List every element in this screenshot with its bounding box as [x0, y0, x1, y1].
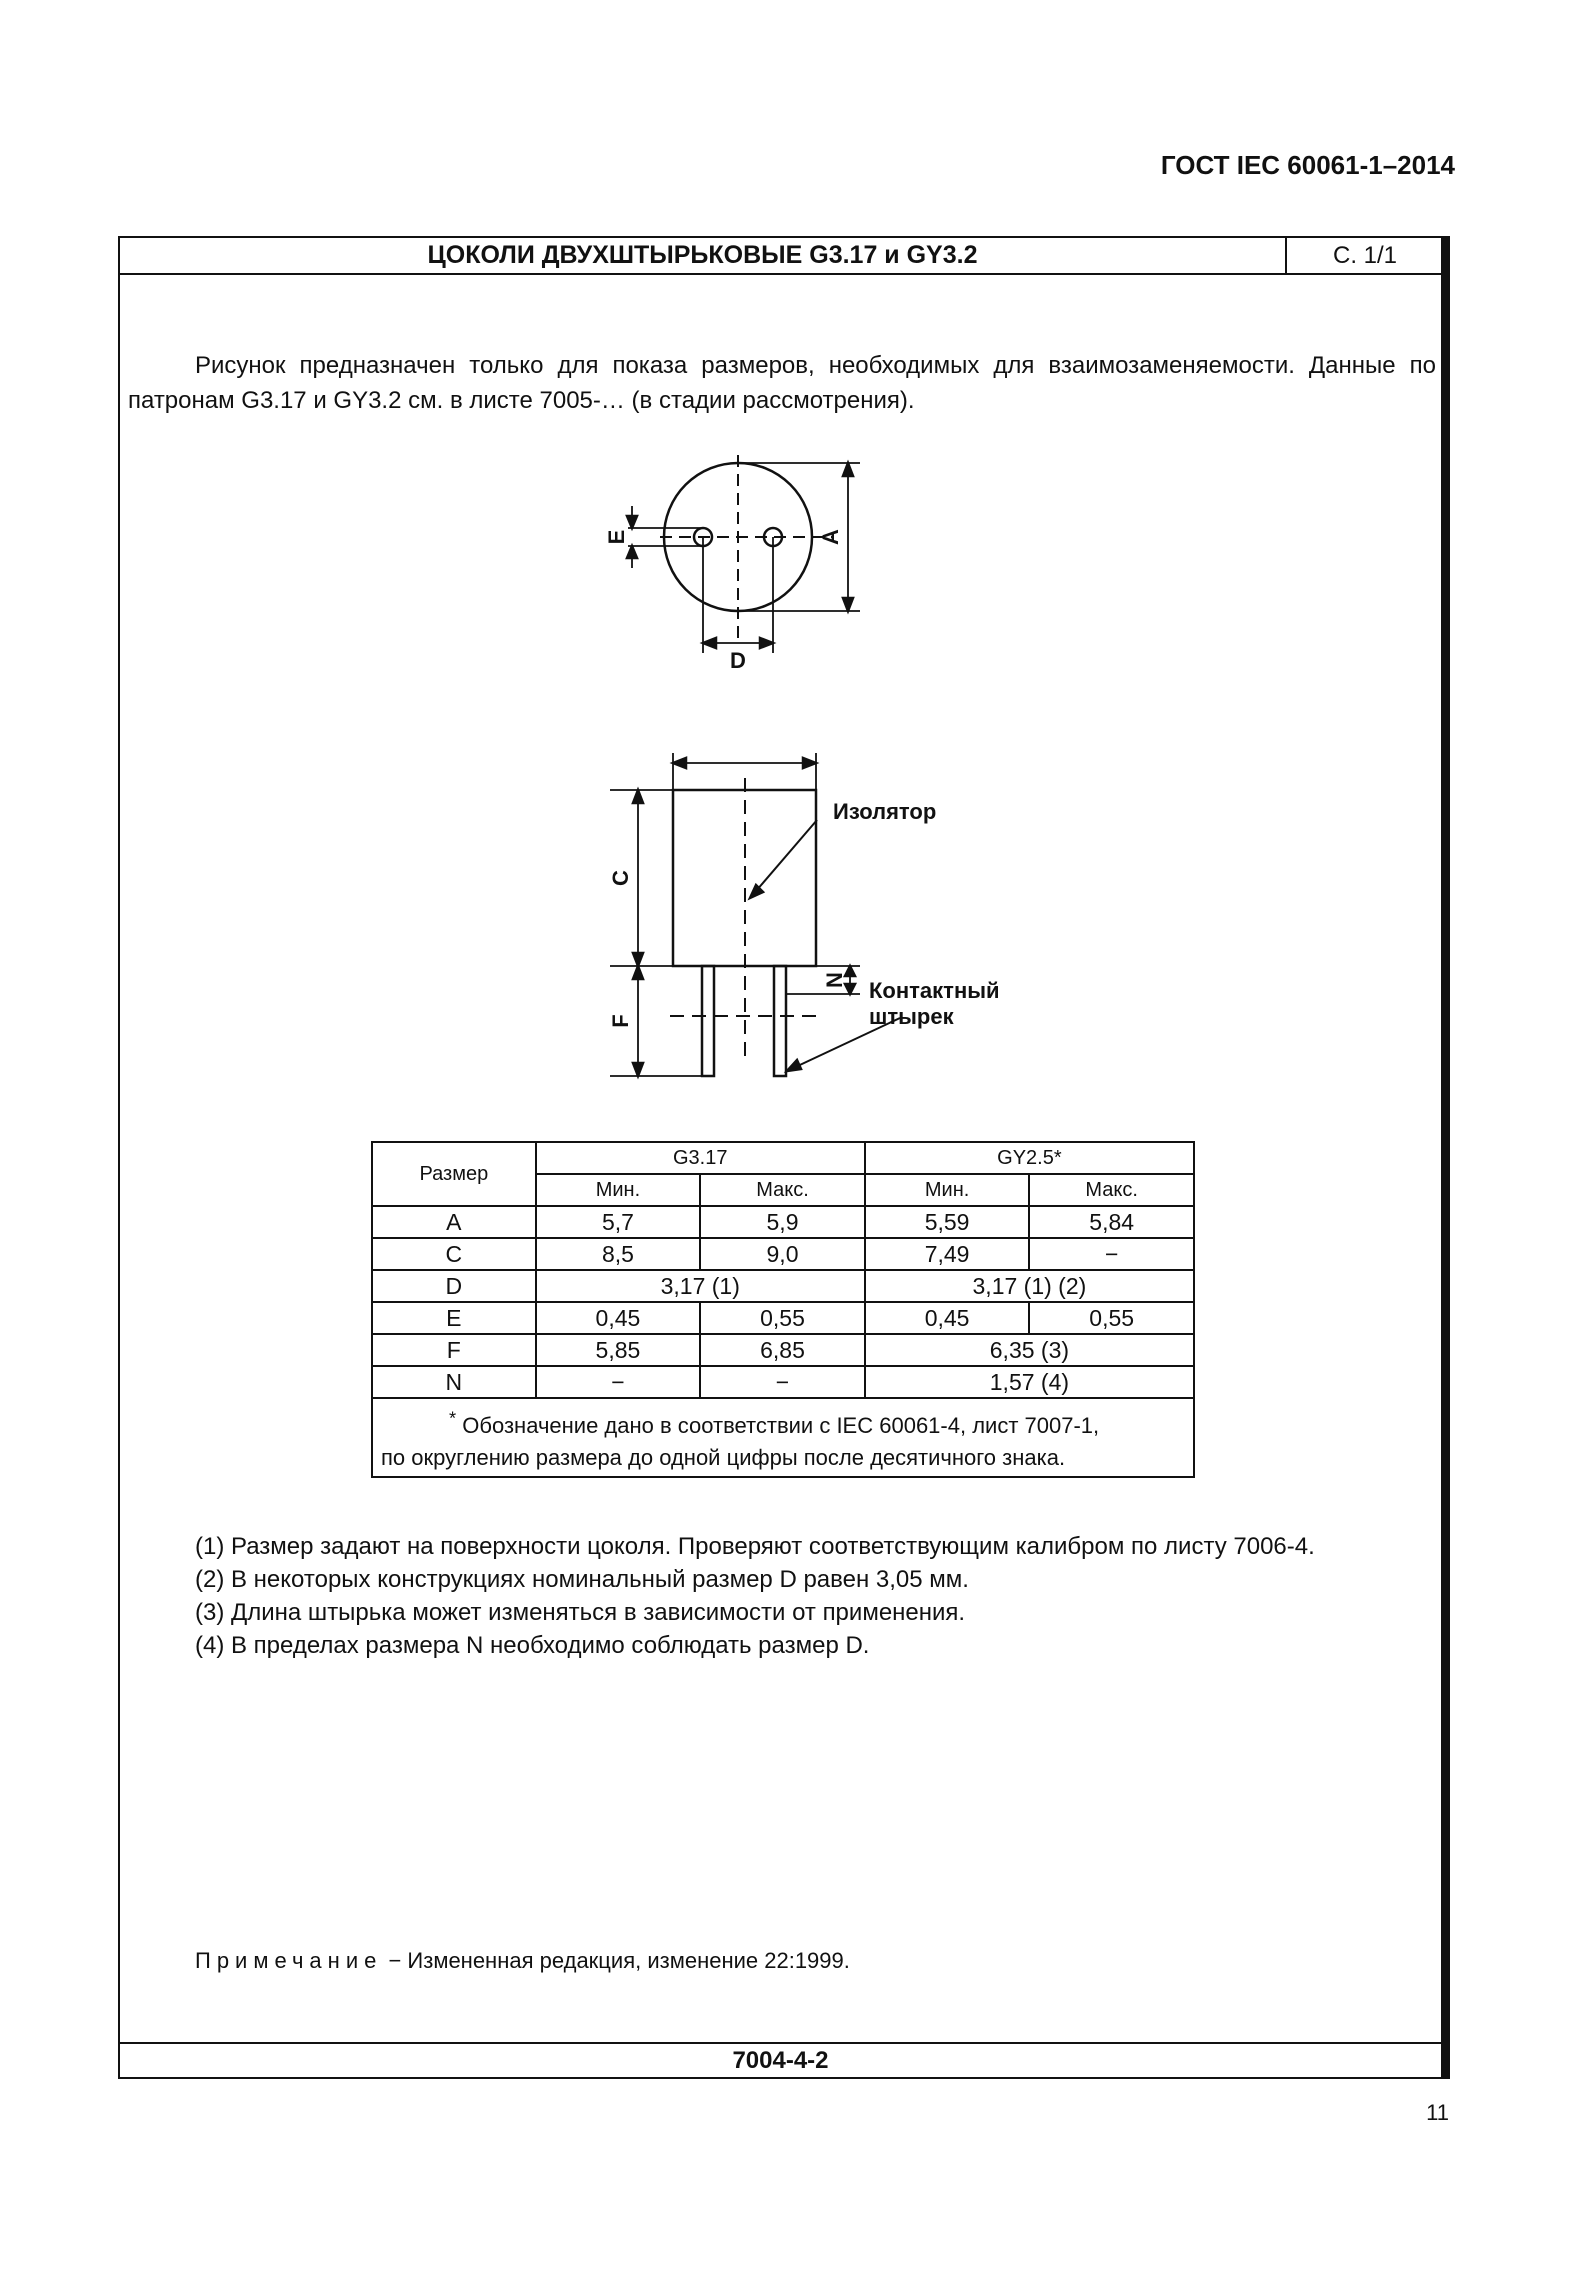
- cell: −: [1029, 1238, 1194, 1270]
- label-d: D: [730, 648, 746, 673]
- header-g1-max: Макс.: [700, 1174, 865, 1206]
- cell: 5,84: [1029, 1206, 1194, 1238]
- label-e: E: [604, 529, 629, 545]
- cell: 7,49: [865, 1238, 1030, 1270]
- row-name: A: [372, 1206, 536, 1238]
- cell: 1,57 (4): [865, 1366, 1194, 1398]
- width-arrow-left: [673, 758, 686, 768]
- header-group1: G3.17: [536, 1142, 865, 1174]
- header-size: Размер: [372, 1142, 536, 1206]
- cell: 5,85: [536, 1334, 701, 1366]
- technical-drawing: [120, 238, 1441, 1128]
- label-f: F: [608, 1014, 633, 1028]
- row-name: N: [372, 1366, 536, 1398]
- insulator-leader: [750, 820, 817, 898]
- f-arrow-bottom: [633, 1063, 643, 1076]
- cell: 6,35 (3): [865, 1334, 1194, 1366]
- note-2: (2) В некоторых конструкциях номинальный размер D равен 3,05 мм.: [195, 1566, 969, 1593]
- header-g2-min: Мин.: [865, 1174, 1030, 1206]
- cell: −: [700, 1366, 865, 1398]
- label-a: A: [818, 529, 843, 545]
- table-footnote: [372, 1398, 1194, 1477]
- remark-text: − Измененная редакция, изменение 22:1999.: [382, 1948, 850, 1973]
- label-pin-line1: Контактный: [869, 978, 1000, 1003]
- e-arrow-bottom: [627, 546, 637, 558]
- label-n: N: [822, 972, 847, 988]
- label-pin-line2: штырек: [869, 1004, 954, 1029]
- remark-label: Примечание: [195, 1948, 383, 1973]
- right-pin: [774, 966, 786, 1076]
- top-view: [627, 455, 860, 653]
- footnote-line1: Обозначение дано в соответствии с IEC 60061-4, лист 7007-1,: [456, 1413, 1100, 1439]
- footnote-line2: по округлению размера до одной цифры после десятичного знака.: [381, 1445, 1066, 1471]
- e-arrow-top: [627, 516, 637, 528]
- note-3: (3) Длина штырька может изменяться в зависимости от применения.: [195, 1599, 966, 1626]
- table-row: [372, 1302, 1194, 1334]
- note-1: (1) Размер задают на поверхности цоколя. Проверяют соответствующим калибром по листу 7006-4.: [195, 1533, 1315, 1560]
- cell: 3,17 (1) (2): [865, 1270, 1194, 1302]
- dimensions-table: [371, 1141, 1195, 1478]
- table-row: [372, 1206, 1194, 1238]
- left-pin: [702, 966, 714, 1076]
- cell: 5,9: [700, 1206, 865, 1238]
- cell: 6,85: [700, 1334, 865, 1366]
- note-4: (4) В пределах размера N необходимо соблюдать размер D.: [195, 1632, 870, 1659]
- d-arrow-right: [760, 638, 773, 648]
- notes-list: [128, 1530, 1436, 1662]
- pin-leader-arrow: [787, 1060, 801, 1071]
- cell: 0,55: [700, 1302, 865, 1334]
- cell: 8,5: [536, 1238, 701, 1270]
- sheet-footer-code: 7004-4-2: [120, 2042, 1441, 2077]
- cell: 5,59: [865, 1206, 1030, 1238]
- table-row: [372, 1366, 1194, 1398]
- label-c: C: [608, 870, 633, 886]
- document-code: ГОСТ IEC 60061-1–2014: [1160, 150, 1455, 180]
- cell: 0,45: [536, 1302, 701, 1334]
- width-arrow-right: [803, 758, 816, 768]
- c-arrow-top: [633, 790, 643, 803]
- insulator-leader-arrow: [750, 885, 763, 898]
- sheet-page-indicator: С. 1/1: [1285, 238, 1443, 273]
- table-row: [372, 1238, 1194, 1270]
- a-arrow-top: [843, 463, 853, 476]
- remark: [195, 1948, 850, 1974]
- cell: 0,45: [865, 1302, 1030, 1334]
- cell: 3,17 (1): [536, 1270, 865, 1302]
- sheet-title: ЦОКОЛИ ДВУХШТЫРЬКОВЫЕ G3.17 и GY3.2: [427, 241, 978, 269]
- table-row: [372, 1334, 1194, 1366]
- row-name: D: [372, 1270, 536, 1302]
- row-name: E: [372, 1302, 536, 1334]
- table-row: [372, 1270, 1194, 1302]
- a-arrow-bottom: [843, 598, 853, 611]
- cell: 5,7: [536, 1206, 701, 1238]
- label-insulator: Изолятор: [833, 799, 937, 824]
- d-arrow-left: [703, 638, 716, 648]
- page-number: 11: [1426, 2100, 1449, 2125]
- sheet-frame: [118, 236, 1443, 2079]
- row-name: F: [372, 1334, 536, 1366]
- intro-paragraph: Рисунок предназначен только для показа размеров, необходимых для взаимозаменяемости. Данные по патронам G3.17 и GY3.2 см. в листе 7005-… (в стадии рассмотрения).: [128, 352, 1436, 414]
- header-g2-max: Макс.: [1029, 1174, 1194, 1206]
- footnote-mark: *: [449, 1408, 457, 1429]
- cell: 9,0: [700, 1238, 865, 1270]
- header-g1-min: Мин.: [536, 1174, 701, 1206]
- f-arrow-top: [633, 966, 643, 979]
- cell: 0,55: [1029, 1302, 1194, 1334]
- header-group2: GY2.5*: [865, 1142, 1194, 1174]
- cell: −: [536, 1366, 701, 1398]
- row-name: C: [372, 1238, 536, 1270]
